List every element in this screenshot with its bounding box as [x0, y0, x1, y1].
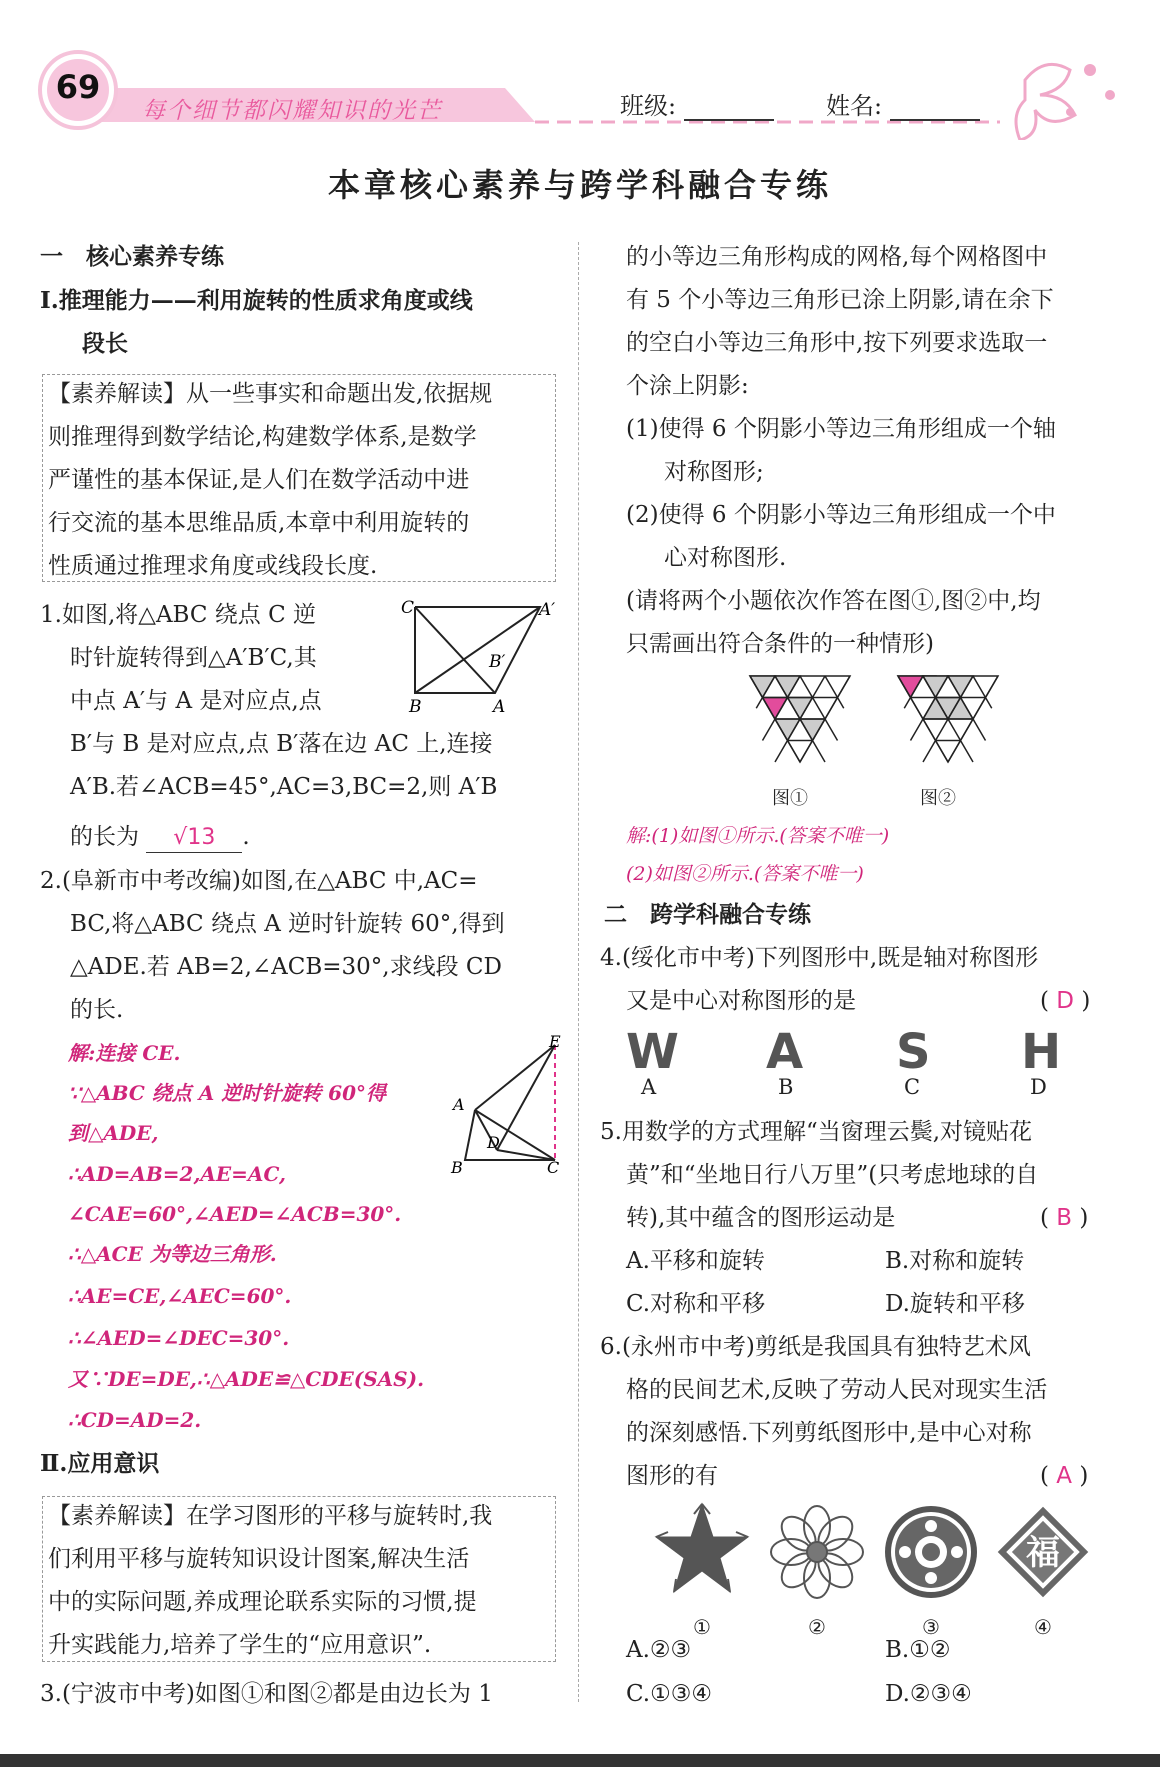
q3-line: (2)使得 6 个阴影小等边三角形组成一个中 — [626, 502, 1056, 528]
papercut-flower-icon — [771, 1506, 863, 1598]
name-blank[interactable] — [890, 97, 980, 121]
q5-option: B.对称和旋转 — [885, 1248, 1025, 1274]
q6-option: C.①③④ — [626, 1681, 712, 1707]
q2-solution-line: ∵△ABC 绕点 A 逆时针旋转 60°得 — [68, 1081, 387, 1105]
q5-option: A.平移和旋转 — [626, 1248, 765, 1274]
subsection-application: Ⅱ.应用意识 — [40, 1450, 160, 1477]
q1-line: 1.如图,将△ABC 绕点 C 逆 — [40, 602, 317, 628]
q3-line: 的小等边三角形构成的网格,每个网格图中 — [626, 244, 1048, 270]
papercut-label: ④ — [1034, 1615, 1052, 1639]
q1-line: 中点 A′与 A 是对应点,点 — [70, 688, 322, 714]
q2-solution-line: 解:连接 CE. — [68, 1041, 181, 1065]
q2-solution-line: ∴AD=AB=2,AE=AC, — [68, 1162, 286, 1186]
column-divider — [578, 242, 579, 1702]
q6-option: A.②③ — [626, 1637, 692, 1663]
papercut-label: ① — [693, 1615, 711, 1639]
grid-caption-1: 图① — [772, 788, 808, 809]
q6-answer-bracket: ( A ) — [1040, 1463, 1089, 1489]
bottom-bar — [0, 1754, 1160, 1767]
name-field — [826, 86, 980, 121]
fig1-label-C: C — [401, 598, 415, 618]
q6-answer[interactable]: A — [1056, 1463, 1073, 1489]
q6-option: B.①② — [885, 1637, 951, 1663]
figure-q2 — [445, 1035, 565, 1175]
q2-solution-line: 到△ADE, — [68, 1121, 159, 1145]
q2-line: 2.(阜新市中考改编)如图,在△ABC 中,AC= — [40, 868, 478, 894]
q3-line: (请将两个小题依次作答在图①,图②中,均 — [626, 588, 1041, 614]
q1-tail: 的长为 — [70, 824, 139, 850]
section-heading-interdisciplinary: 二 跨学科融合专练 — [604, 901, 811, 928]
grid-caption-2: 图② — [920, 788, 956, 809]
q6-option: D.②③④ — [885, 1681, 972, 1707]
papercut-label: ② — [808, 1615, 826, 1639]
papercut-row — [650, 1502, 1090, 1612]
papercut-label: ③ — [922, 1615, 940, 1639]
q3-line: 只需画出符合条件的一种情形) — [626, 631, 934, 657]
q4-option-label: B — [778, 1075, 794, 1099]
q4-letter-W: W — [626, 1024, 679, 1080]
box1-line: 严谨性的基本保证,是人们在数学活动中进 — [48, 467, 470, 493]
q2-solution-line: ∴△ACE 为等边三角形. — [68, 1242, 277, 1266]
q2-line: △ADE.若 AB=2,∠ACB=30°,求线段 CD — [70, 954, 502, 980]
fig2-label-E: E — [549, 1035, 561, 1051]
q5-line: 转),其中蕴含的图形运动是 — [626, 1205, 896, 1231]
q6-line: 格的民间艺术,反映了劳动人民对现实生活 — [626, 1377, 1048, 1403]
fig2-label-D: D — [487, 1133, 500, 1152]
q6-line: 的深刻感悟.下列剪纸图形中,是中心对称 — [626, 1420, 1032, 1446]
q4-letter-S: S — [896, 1024, 931, 1080]
q1-line: 时针旋转得到△A′B′C,其 — [70, 645, 317, 671]
q4-answer-bracket: ( D ) — [1040, 988, 1091, 1014]
fig1-label-A: A — [493, 697, 506, 715]
papercut-medallion-icon — [885, 1506, 977, 1598]
subsection-reasoning-cont: 段长 — [82, 330, 128, 357]
q1-line: B′与 B 是对应点,点 B′落在边 AC 上,连接 — [70, 731, 493, 757]
fu-character: 福 — [1026, 1533, 1060, 1573]
name-label: 姓名: — [826, 92, 883, 120]
box1-line: 【素养解读】从一些事实和命题出发,依据规 — [48, 381, 493, 407]
q2-solution-line: ∴CD=AD=2. — [68, 1408, 202, 1432]
q4-line: 又是中心对称图形的是 — [626, 988, 856, 1014]
q1-line: A′B.若∠ACB=45°,AC=3,BC=2,则 A′B — [70, 774, 498, 800]
papercut-fu-icon — [998, 1507, 1089, 1598]
q4-letter-A: A — [766, 1024, 804, 1080]
q1-answer[interactable]: √13 — [146, 824, 242, 853]
box2-line: 们利用平移与旋转知识设计图案,解决生活 — [48, 1546, 470, 1572]
q5-line: 5.用数学的方式理解“当窗理云鬓,对镜贴花 — [600, 1119, 1033, 1145]
q4-option-label: D — [1030, 1075, 1047, 1099]
q3-line: 个涂上阴影: — [626, 373, 749, 399]
section-heading-core: 一 核心素养专练 — [40, 243, 224, 270]
class-blank[interactable] — [684, 97, 774, 121]
class-field — [620, 86, 774, 121]
q3-line: 3.(宁波市中考)如图①和图②都是由边长为 1 — [40, 1681, 493, 1707]
class-label: 班级: — [620, 92, 677, 120]
q3-line: 有 5 个小等边三角形已涂上阴影,请在余下 — [626, 287, 1054, 313]
q6-line: 6.(永州市中考)剪纸是我国具有独特艺术风 — [600, 1334, 1031, 1360]
q3-line: 心对称图形. — [664, 545, 787, 571]
box1-line: 性质通过推理求角度或线段长度. — [48, 553, 378, 579]
q2-line: BC,将△ABC 绕点 A 逆时针旋转 60°,得到 — [70, 911, 505, 937]
q4-option-label: A — [641, 1075, 657, 1099]
fig2-label-A: A — [453, 1095, 465, 1114]
q5-answer-bracket: ( B ) — [1040, 1205, 1089, 1231]
q4-answer[interactable]: D — [1056, 988, 1075, 1014]
q3-line: 的空白小等边三角形中,按下列要求选取一 — [626, 330, 1048, 356]
header-slogan: 每个细节都闪耀知识的光芒 — [142, 98, 442, 124]
header-banner — [0, 40, 1160, 140]
q5-line: 黄”和“坐地日行八万里”(只考虑地球的自 — [626, 1162, 1039, 1188]
fig1-label-B: B — [409, 697, 422, 715]
fig2-label-B: B — [451, 1158, 463, 1175]
figure-q1 — [395, 595, 565, 715]
q4-letter-H: H — [1021, 1024, 1062, 1080]
q5-answer[interactable]: B — [1056, 1205, 1073, 1231]
q2-solution-line: ∴AE=CE,∠AEC=60°. — [68, 1284, 292, 1308]
fig1-label-A1: A′ — [539, 600, 556, 620]
box2-line: 【素养解读】在学习图形的平移与旋转时,我 — [48, 1503, 493, 1529]
q1-answer-line: 的长为 √13 . — [70, 823, 250, 853]
q3-line: 对称图形; — [664, 459, 764, 485]
q6-line: 图形的有 — [626, 1463, 718, 1489]
box1-line: 则推理得到数学结论,构建数学体系,是数学 — [48, 424, 477, 450]
page-title: 本章核心素养与跨学科融合专练 — [327, 166, 832, 204]
fig1-label-B1: B′ — [489, 652, 506, 672]
q2-line: 的长. — [70, 997, 124, 1023]
fig2-label-C: C — [547, 1158, 560, 1175]
q5-option: D.旋转和平移 — [885, 1291, 1025, 1317]
q5-option: C.对称和平移 — [626, 1291, 766, 1317]
subsection-reasoning: Ⅰ.推理能力——利用旋转的性质求角度或线 — [40, 287, 473, 314]
q4-option-label: C — [904, 1075, 921, 1099]
q2-solution-line: 又∵DE=DE,∴△ADE≌△CDE(SAS). — [68, 1367, 425, 1391]
q2-solution-line: ∴∠AED=∠DEC=30°. — [68, 1326, 290, 1350]
box2-line: 中的实际问题,养成理论联系实际的习惯,提 — [48, 1589, 477, 1615]
triangle-grid-2 — [893, 672, 1003, 780]
q2-solution-line: ∠CAE=60°,∠AED=∠ACB=30°. — [68, 1202, 402, 1226]
q3-line: (1)使得 6 个阴影小等边三角形组成一个轴 — [626, 416, 1056, 442]
box2-line: 升实践能力,培养了学生的“应用意识”. — [48, 1632, 432, 1658]
q4-line: 4.(绥化市中考)下列图形中,既是轴对称图形 — [600, 945, 1039, 971]
box1-line: 行交流的基本思维品质,本章中利用旋转的 — [48, 510, 470, 536]
page-number: 69 — [55, 68, 101, 106]
q3-solution-line: 解:(1)如图①所示.(答案不唯一) — [626, 825, 890, 847]
q3-solution-line: (2)如图②所示.(答案不唯一) — [626, 863, 864, 885]
papercut-snowflake-icon — [656, 1504, 748, 1592]
triangle-grid-1 — [745, 672, 855, 780]
